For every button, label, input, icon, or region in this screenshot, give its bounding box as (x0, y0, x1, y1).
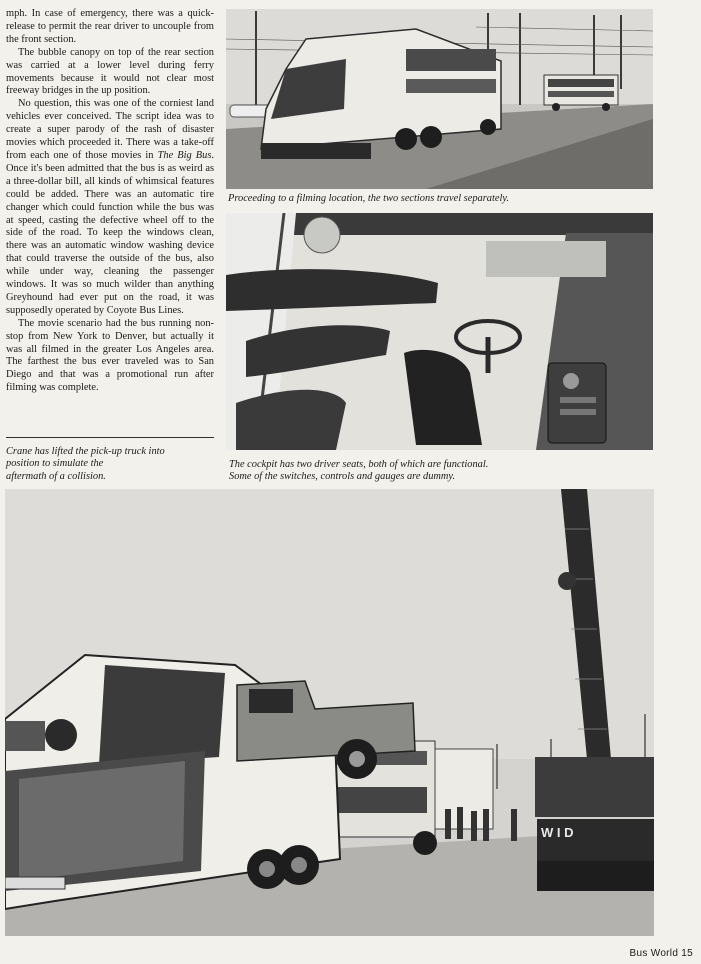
caption-cockpit (229, 459, 659, 484)
caption-crane (6, 446, 216, 483)
paragraph-3-start: No question, this was one of the corniest land vehicles ever conceived. The script idea was to create a super parody of the rash of disaster movies which proceeded it. There was a take-off from each one of those movies in (6, 98, 214, 161)
paragraph-2: The bubble canopy on top of the rear section was carried at a lower level during ferry movements because it would not clear most freeway bridges in the up position. (6, 46, 214, 97)
crane-label: W I D (541, 825, 574, 840)
paragraph-4: The movie scenario had the bus running non-stop from New York to Denver, but actually it was all filmed in the greater Los Angeles area. The farthest the bus ever traveled was to San Diego and that was a promotional run after filming was complete. (6, 317, 214, 394)
paragraph-3 (6, 98, 214, 317)
caption-crane-line-3: aftermath of a collision. (6, 470, 106, 482)
photo-crane-truck (5, 489, 654, 936)
caption-top-photo: Proceeding to a filming location, the two sections travel separately. (228, 193, 509, 204)
caption-cockpit-line-2: Some of the switches, controls and gauges are dummy. (229, 471, 456, 483)
article-text (6, 8, 214, 395)
page-footer: Bus World 15 (629, 948, 693, 959)
photo-cockpit (226, 213, 653, 450)
caption-crane-line-1: Crane has lifted the pick-up truck into (6, 446, 165, 457)
caption-cockpit-line-1: The cockpit has two driver seats, both of which are functional. (229, 459, 489, 470)
caption-crane-line-2: position to simulate the (6, 458, 104, 470)
column-rule (6, 437, 214, 438)
film-title: The Big Bus (157, 149, 212, 161)
paragraph-1: mph. In case of emergency, there was a quick-release to permit the rear driver to uncouple from the front section. (6, 8, 214, 45)
photo-bus-sections (226, 9, 653, 189)
paragraph-3-rest: . Once it's been admitted that the bus is as weird as a three-dollar bill, all kinds of whimsical features could be added. There was an automatic tire changer which could function while the bus was at speed, casting the defective wheel off to the side of the road. To keep the windows clean, there was an automatic window washing device that could traverse the outside of the bus, also while under way, cleaning the passenger windows. It was so much wilder than anything Greyhound had ever put on the road, it was supposedly operated by Coyote Bus Lines. (6, 149, 214, 316)
